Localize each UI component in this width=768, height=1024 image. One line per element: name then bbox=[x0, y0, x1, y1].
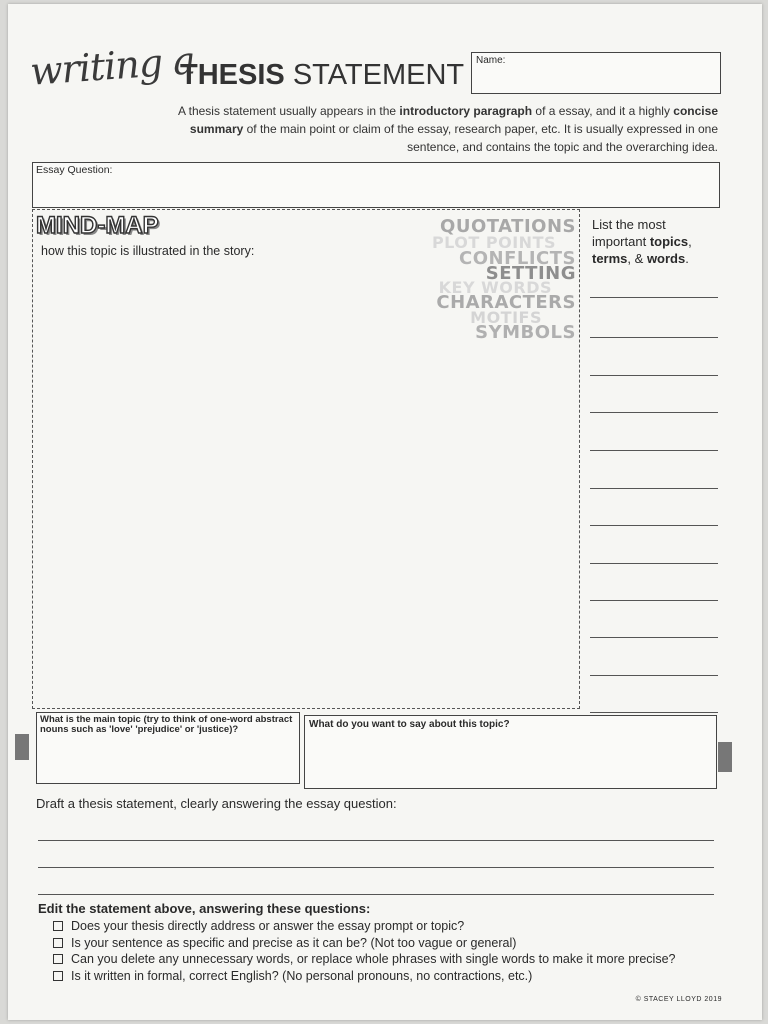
list-text: , bbox=[688, 234, 692, 249]
word-cloud-item: SYMBOLS bbox=[475, 322, 576, 343]
word-cloud-item: SETTING bbox=[485, 263, 576, 284]
draft-line[interactable] bbox=[38, 840, 714, 841]
edit-heading: Edit the statement above, answering these questions: bbox=[38, 901, 371, 916]
intro-text bbox=[138, 102, 718, 156]
checkbox[interactable] bbox=[53, 954, 63, 964]
draft-line[interactable] bbox=[38, 867, 714, 868]
list-text: . bbox=[685, 251, 689, 266]
checklist-text: Does your thesis directly address or answer the essay prompt or topic? bbox=[71, 919, 465, 933]
list-line[interactable] bbox=[590, 637, 718, 638]
topic-opinion-label: What do you want to say about this topic? bbox=[309, 719, 510, 730]
worksheet-page bbox=[8, 4, 762, 1020]
mind-map-title: MIND-MAP bbox=[36, 212, 159, 239]
checkbox[interactable] bbox=[53, 921, 63, 931]
list-line[interactable] bbox=[590, 375, 718, 376]
checkbox[interactable] bbox=[53, 971, 63, 981]
list-text: List the most important bbox=[592, 217, 666, 249]
list-bold: topics bbox=[649, 234, 689, 249]
draft-label: Draft a thesis statement, clearly answering the essay question: bbox=[36, 796, 397, 811]
list-bold: terms bbox=[592, 251, 628, 266]
list-line[interactable] bbox=[590, 297, 718, 298]
draft-line[interactable] bbox=[38, 894, 714, 895]
title-rest: STATEMENT bbox=[292, 59, 465, 91]
list-line[interactable] bbox=[590, 337, 718, 338]
page-title bbox=[180, 59, 464, 92]
copyright: © STACEY LLOYD 2019 bbox=[635, 996, 722, 1003]
checklist-item bbox=[48, 951, 748, 968]
list-bold: words bbox=[646, 251, 686, 266]
intro-part: of a essay, and it a highly bbox=[532, 104, 674, 118]
list-line[interactable] bbox=[590, 712, 718, 713]
side-tab-left bbox=[15, 734, 29, 760]
word-cloud-item: KEY WORDS bbox=[438, 278, 552, 297]
title-bold: THESIS bbox=[180, 59, 285, 91]
word-cloud-item: CONFLICTS bbox=[459, 248, 576, 269]
intro-bold: introductory paragraph bbox=[399, 104, 533, 118]
intro-bold: concise summary bbox=[189, 104, 718, 136]
checklist-text: Can you delete any unnecessary words, or replace whole phrases with single words to make it more precise? bbox=[71, 952, 676, 966]
intro-part: of the main point or claim of the essay, research paper, etc. It is usually expressed in one sentence, and contains the topic and the overarching idea. bbox=[243, 122, 718, 154]
intro-part: A thesis statement usually appears in the bbox=[177, 104, 400, 118]
list-line[interactable] bbox=[590, 412, 718, 413]
checklist-item bbox=[48, 918, 748, 935]
list-line[interactable] bbox=[590, 675, 718, 676]
word-cloud-item: PLOT POINTS bbox=[431, 233, 556, 252]
script-title: writing a bbox=[28, 38, 197, 94]
checkbox[interactable] bbox=[53, 938, 63, 948]
list-line[interactable] bbox=[590, 488, 718, 489]
word-cloud-item: MOTIFS bbox=[470, 308, 542, 327]
topic-opinion-field[interactable] bbox=[304, 715, 717, 789]
list-line[interactable] bbox=[590, 563, 718, 564]
word-cloud-item: QUOTATIONS bbox=[440, 216, 576, 237]
list-text: , & bbox=[627, 251, 647, 266]
list-line[interactable] bbox=[590, 525, 718, 526]
checklist-text: Is your sentence as specific and precise as it can be? (Not too vague or general) bbox=[71, 935, 517, 950]
edit-checklist bbox=[48, 918, 748, 984]
checklist-item bbox=[48, 968, 748, 985]
checklist-text: Is it written in formal, correct English? (No personal pronouns, no contractions, etc.) bbox=[71, 968, 533, 983]
word-cloud-item: CHARACTERS bbox=[436, 292, 576, 313]
main-topic-field[interactable] bbox=[36, 712, 300, 784]
main-topic-label: What is the main topic (try to think of one-word abstract nouns such as 'love' 'prejudice' or 'justice)? bbox=[40, 714, 293, 735]
checklist-item bbox=[48, 935, 748, 952]
mind-map-subtitle: how this topic is illustrated in the story: bbox=[41, 244, 255, 258]
essay-question-label: Essay Question: bbox=[36, 164, 113, 176]
list-line[interactable] bbox=[590, 600, 718, 601]
list-instructions bbox=[592, 216, 722, 267]
list-line[interactable] bbox=[590, 450, 718, 451]
essay-question-field[interactable] bbox=[32, 162, 720, 208]
side-tab-right bbox=[718, 742, 732, 772]
name-field[interactable] bbox=[471, 52, 721, 94]
name-label: Name: bbox=[476, 55, 506, 66]
